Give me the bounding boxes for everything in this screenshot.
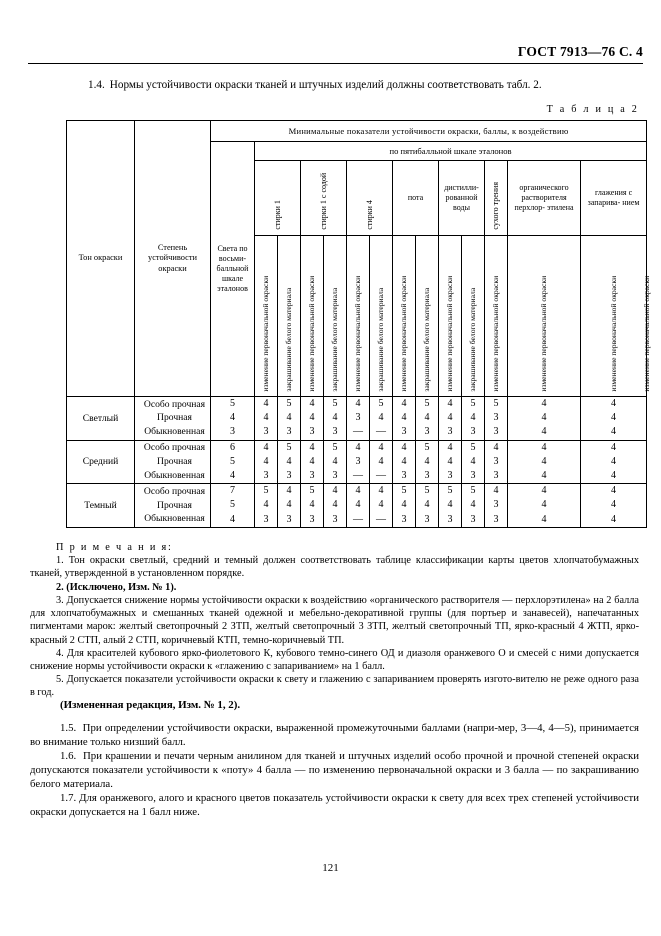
v: 4 (355, 398, 361, 409)
sublabel-10 (462, 236, 485, 397)
v: 3 (424, 426, 430, 438)
v: 4 (355, 499, 361, 511)
note-5: 5. Допускается показатели устойчивости окраски к свету и глажению с запариванием проверять изгото-вителю не реже одного раза в год. (30, 674, 639, 699)
note-3: 3. Допускается снижение нормы устойчивости окраски к воздействию «органического растворителя — перхлорэтилена» на 2 балла для хлопчатобумажных и смешанных тканей одежной и мебельно-декоративной группы (для портьер и занавесей), напечатанных пигментами марок: желтый светопрочный 2 ЗТП, желтый светопрочный 3 ЗТП, желтый светопрочный ТП, ярко-красный 4 ЖТП, ярко-красный 2 СТП, алый 2 СТП, коричневый КТП, темно-коричневый ТП. (30, 594, 639, 646)
cell-0-11 (485, 397, 508, 441)
header-light-scale: Света по восьми- балльной шкале эталонов (211, 142, 255, 397)
group-distilled-water: дистилли- рованной воды (439, 161, 485, 236)
cell-2-8 (416, 484, 439, 528)
table-caption: Т а б л и ц а 2 (546, 104, 639, 115)
cell-0-13 (581, 397, 647, 441)
v: 6 (230, 441, 235, 453)
sublabel-6 (370, 236, 393, 397)
v: 4 (309, 398, 315, 409)
v: 4 (286, 455, 292, 467)
v: 4 (611, 513, 617, 525)
group-wash-4 (347, 161, 393, 236)
v: 5 (309, 485, 315, 497)
sublabel-5 (347, 236, 370, 397)
v: 4 (230, 513, 235, 525)
v: 3 (263, 426, 269, 438)
v: 3 (424, 513, 430, 525)
cell-2-10 (462, 484, 485, 528)
v: 4 (541, 485, 547, 497)
sublabel-6-text: закрашивание белого материала (376, 288, 386, 392)
v: 4 (378, 412, 384, 424)
cell-1-4 (324, 440, 347, 484)
degree-label: Обыкновенная (144, 513, 205, 525)
group-wash-1-label: стирки 1 (272, 200, 282, 230)
header-degree: Степень устойчивости окраски (135, 121, 211, 397)
v: — (376, 469, 386, 481)
v: 4 (230, 412, 235, 424)
cell-2-3 (301, 484, 324, 528)
v: 5 (470, 441, 476, 453)
cell-2-9 (439, 484, 462, 528)
v: 4 (378, 455, 384, 467)
cell-0-3 (301, 397, 324, 441)
row-degrees-1 (135, 440, 211, 484)
v: 4 (401, 398, 407, 409)
v: 3 (309, 426, 315, 438)
v: 4 (611, 469, 617, 481)
group-wash-1 (255, 161, 301, 236)
v: 3 (447, 426, 453, 438)
v: 3 (230, 426, 235, 438)
sublabel-7-text: изменение первоначальной окраски (399, 276, 409, 392)
v: 4 (309, 441, 315, 453)
note-2: 2. (Исключено, Изм. № 1). (56, 581, 177, 593)
cell-1-12 (508, 440, 581, 484)
cell-1-3 (301, 440, 324, 484)
cell-2-4 (324, 484, 347, 528)
v: 3 (309, 513, 315, 525)
v: 5 (401, 485, 407, 497)
cell-0-12 (508, 397, 581, 441)
v: 5 (286, 441, 292, 453)
clause-1-5-text: При определении устойчивости окраски, выраженной промежуточными баллами (напри-мер, 3—4, 4—5), принимается во внимание только низший балл. (30, 722, 639, 749)
v: 5 (470, 398, 476, 409)
v: 4 (332, 412, 338, 424)
norms-table (66, 120, 652, 528)
v: 4 (541, 499, 547, 511)
v: 3 (309, 469, 315, 481)
notes-title: П р и м е ч а н и я: (56, 542, 173, 553)
cell-1-13 (581, 440, 647, 484)
sublabel-8-text: закрашивание белого материала (422, 288, 432, 392)
v: 3 (401, 469, 407, 481)
v: 5 (230, 499, 235, 511)
v: — (353, 469, 363, 481)
v: 4 (230, 469, 235, 481)
v: 3 (263, 513, 269, 525)
v: 4 (611, 398, 617, 409)
v: 4 (401, 441, 407, 453)
sublabel-1-text: изменение первоначальной окраски (261, 276, 271, 392)
group-sweat: пота (393, 161, 439, 236)
cell-2-2 (278, 484, 301, 528)
v: 4 (470, 412, 476, 424)
sublabel-2-text: закрашивание белого материала (284, 288, 294, 392)
table-row (67, 484, 647, 528)
v: 3 (470, 469, 476, 481)
sublabel-3-text: изменение первоначальной окраски (307, 276, 317, 392)
degree-label: Особо прочная (143, 442, 206, 454)
v: 3 (493, 499, 499, 511)
v: 3 (447, 513, 453, 525)
note-1: 1. Тон окраски светлый, средний и темный должен соответствовать таблице классификации карты цветов хлопчатобумажных тканей, утвержденной в установленном порядке. (30, 555, 639, 580)
v: 4 (332, 455, 338, 467)
cell-0-6 (370, 397, 393, 441)
cell-0-0 (211, 397, 255, 441)
v: 4 (541, 455, 547, 467)
cell-1-11 (485, 440, 508, 484)
cell-0-4 (324, 397, 347, 441)
v: 4 (332, 499, 338, 511)
v: 4 (378, 441, 384, 453)
v: 5 (424, 485, 430, 497)
v: 5 (230, 455, 235, 467)
header-band-title: Минимальные показатели устойчивости окраски, баллы, к воздействию (211, 121, 647, 142)
v: 4 (401, 499, 407, 511)
v: 4 (470, 455, 476, 467)
v: 3 (355, 455, 361, 467)
clause-1-5 (30, 721, 639, 749)
v: 4 (263, 455, 269, 467)
v: 4 (611, 441, 617, 453)
cell-2-5 (347, 484, 370, 528)
v: 4 (332, 485, 338, 497)
clause-1-4 (88, 78, 631, 93)
v: 5 (378, 398, 384, 409)
group-ironing: глажения с запарива- нием (581, 161, 647, 236)
degree-label: Прочная (157, 499, 192, 511)
sublabel-13-text: изменение первоначальной окраски (608, 276, 618, 392)
cell-0-10 (462, 397, 485, 441)
v: 3 (263, 469, 269, 481)
v: — (376, 426, 386, 438)
table-row (67, 440, 647, 484)
v: 4 (263, 499, 269, 511)
v: 4 (447, 455, 453, 467)
v: 7 (230, 485, 235, 497)
cell-2-7 (393, 484, 416, 528)
sublabel-13 (581, 236, 647, 397)
v: 3 (493, 469, 499, 481)
page-header: ГОСТ 7913—76 С. 4 (517, 44, 643, 59)
v: 4 (309, 412, 315, 424)
v: 5 (424, 398, 430, 409)
v: 4 (470, 499, 476, 511)
row-tone-2: Темный (67, 484, 135, 528)
degree-label: Особо прочная (143, 485, 206, 497)
sublabel-11 (485, 236, 508, 397)
sublabel-8 (416, 236, 439, 397)
v: 5 (424, 441, 430, 453)
clause-1-6 (30, 749, 639, 791)
group-wash-4-label: стирки 4 (364, 200, 374, 230)
sublabel-9 (439, 236, 462, 397)
cell-2-12 (508, 484, 581, 528)
cell-2-6 (370, 484, 393, 528)
degree-label: Прочная (157, 412, 192, 424)
v: 4 (611, 426, 617, 438)
v: 3 (332, 469, 338, 481)
sublabel-3 (301, 236, 324, 397)
v: 4 (378, 485, 384, 497)
cell-2-1 (255, 484, 278, 528)
degree-label: Обыкновенная (144, 469, 205, 481)
header-band-subtitle: по пятибалльной шкале эталонов (255, 142, 647, 161)
sublabel-14-text: изменение первоначальной окраски (642, 276, 652, 392)
v: — (353, 426, 363, 438)
v: 3 (286, 426, 292, 438)
revision-note: (Измененная редакция, Изм. № 1, 2). (60, 699, 241, 711)
table-row (67, 397, 647, 441)
degree-label: Обыкновенная (144, 426, 205, 438)
clause-1-4-text: Нормы устойчивости окраски тканей и штучных изделий должны соответствовать табл. 2. (109, 79, 542, 91)
v: 4 (401, 412, 407, 424)
sublabel-1 (255, 236, 278, 397)
v: 4 (611, 412, 617, 424)
sublabel-12 (508, 236, 581, 397)
sublabel-9-text: изменение первоначальной окраски (445, 276, 455, 392)
page-number: 121 (322, 862, 339, 874)
norms-table-wrapper (66, 120, 652, 528)
v: 5 (286, 398, 292, 409)
clause-1-6-number: 1.6. (60, 750, 77, 763)
v: 4 (424, 412, 430, 424)
cell-2-0 (211, 484, 255, 528)
v: 4 (286, 499, 292, 511)
table-band-row-1 (67, 121, 647, 142)
v: 4 (541, 426, 547, 438)
group-solvent: органического растворителя перхлор- этилена (508, 161, 581, 236)
cell-1-6 (370, 440, 393, 484)
group-wash-1-soda-label: стирки 1 с содой (318, 173, 328, 230)
row-tone-1: Средний (67, 440, 135, 484)
v: 3 (493, 426, 499, 438)
v: 5 (332, 398, 338, 409)
v: 4 (355, 441, 361, 453)
v: 5 (470, 485, 476, 497)
sublabel-10-text: закрашивание белого материала (468, 288, 478, 392)
sublabel-11-text: изменение первоначальной окраски (491, 276, 501, 392)
clause-1-6-text: При крашении и печати черным анилином для тканей и штучных изделий особо прочной и прочной степеней окраски допускаются показатели устойчивости к «поту» 4 балла — по изменению первоначальной окраски и 3 балла — по закрашиванию белого материала. (30, 750, 639, 791)
cell-1-1 (255, 440, 278, 484)
group-dry-friction (485, 161, 508, 236)
v: 4 (401, 455, 407, 467)
sublabel-4-text: закрашивание белого материала (330, 288, 340, 392)
v: 3 (447, 469, 453, 481)
v: 3 (286, 513, 292, 525)
v: 4 (541, 441, 547, 453)
cell-1-0 (211, 440, 255, 484)
header-tone: Тон окраски (67, 121, 135, 397)
v: 3 (424, 469, 430, 481)
cell-0-7 (393, 397, 416, 441)
clauses-block (30, 699, 639, 819)
v: 4 (424, 455, 430, 467)
sublabel-7 (393, 236, 416, 397)
group-wash-1-soda (301, 161, 347, 236)
v: 4 (611, 499, 617, 511)
cell-1-7 (393, 440, 416, 484)
v: 4 (611, 455, 617, 467)
cell-1-10 (462, 440, 485, 484)
v: 4 (286, 485, 292, 497)
v: 4 (493, 485, 499, 497)
v: 4 (541, 513, 547, 525)
v: 4 (424, 499, 430, 511)
degree-label: Прочная (157, 456, 192, 468)
v: — (376, 513, 386, 525)
v: 4 (447, 398, 453, 409)
v: 5 (263, 485, 269, 497)
v: 4 (263, 412, 269, 424)
clause-1-7-text: Для оранжевого, алого и красного цветов показатель устойчивости окраски к свету для всех трех степеней устойчивости окраски допускается на 1 балл ниже. (30, 792, 639, 819)
cell-1-8 (416, 440, 439, 484)
v: 3 (470, 513, 476, 525)
v: 5 (447, 485, 453, 497)
v: 3 (355, 412, 361, 424)
clause-1-7 (30, 791, 639, 819)
v: 5 (493, 398, 499, 409)
cell-2-13 (581, 484, 647, 528)
v: 4 (541, 412, 547, 424)
v: 3 (493, 513, 499, 525)
group-dry-friction-label: сухого трения (491, 182, 501, 230)
clause-1-4-number: 1.4. (88, 79, 105, 91)
row-tone-0: Светлый (67, 397, 135, 441)
v: 4 (309, 455, 315, 467)
v: 3 (332, 513, 338, 525)
v: 4 (263, 398, 269, 409)
v: 4 (493, 441, 499, 453)
v: 4 (378, 499, 384, 511)
v: 3 (401, 426, 407, 438)
v: 3 (493, 455, 499, 467)
v: 4 (447, 412, 453, 424)
sublabel-5-text: изменение первоначальной окраски (353, 276, 363, 392)
cell-2-11 (485, 484, 508, 528)
cell-1-9 (439, 440, 462, 484)
v: 4 (263, 441, 269, 453)
clause-1-5-number: 1.5. (60, 722, 77, 734)
cell-1-2 (278, 440, 301, 484)
v: 4 (447, 499, 453, 511)
v: 4 (541, 469, 547, 481)
clause-1-7-number: 1.7. (60, 792, 77, 805)
v: 4 (286, 412, 292, 424)
sublabel-4 (324, 236, 347, 397)
v: 3 (332, 426, 338, 438)
v: 3 (493, 412, 499, 424)
v: 3 (401, 513, 407, 525)
cell-0-1 (255, 397, 278, 441)
v: 4 (355, 485, 361, 497)
v: 3 (470, 426, 476, 438)
v: 4 (541, 398, 547, 409)
cell-1-5 (347, 440, 370, 484)
v: 4 (447, 441, 453, 453)
cell-0-2 (278, 397, 301, 441)
v: 4 (611, 485, 617, 497)
v: 3 (286, 469, 292, 481)
row-degrees-0 (135, 397, 211, 441)
v: — (353, 513, 363, 525)
sublabel-2 (278, 236, 301, 397)
v: 5 (230, 398, 235, 409)
sublabel-12-text: изменение первоначальной окраски (539, 276, 549, 392)
row-degrees-2 (135, 484, 211, 528)
cell-0-9 (439, 397, 462, 441)
degree-label: Особо прочная (143, 398, 206, 410)
note-4: 4. Для красителей кубового ярко-фиолетового К, кубового темно-синего ОД и диазоля оранжевого О и смесей с ними допускается снижение нормы устойчивости окраски к «глажению с запариванием» на 1 балл. (30, 647, 639, 672)
cell-0-5 (347, 397, 370, 441)
v: 5 (332, 441, 338, 453)
header-rule (28, 63, 643, 64)
notes-block (30, 541, 639, 700)
cell-0-8 (416, 397, 439, 441)
v: 4 (309, 499, 315, 511)
